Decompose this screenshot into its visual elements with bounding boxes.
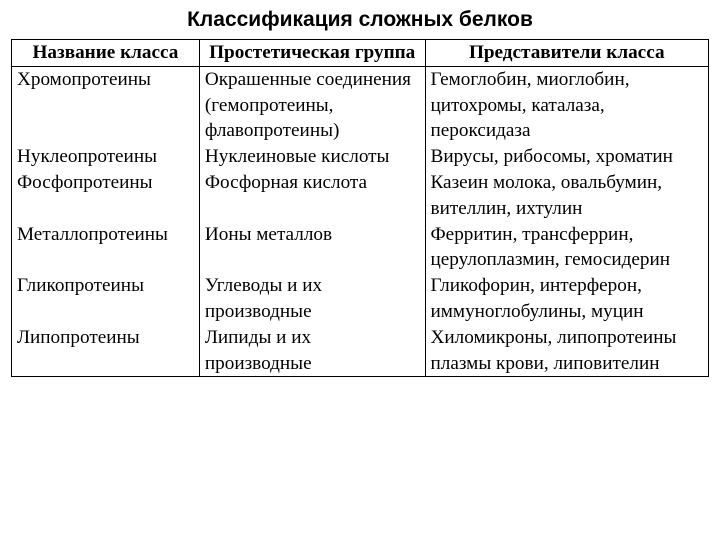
representatives-cell: Хиломикроны, липопротеины плазмы крови, липовителин	[425, 325, 708, 377]
class-name-cell: Хромопротеины	[12, 66, 200, 144]
header-representatives: Представители класса	[425, 40, 708, 67]
table-row	[12, 222, 709, 274]
table-row	[12, 144, 709, 170]
prosthetic-group-cell: Ионы металлов	[199, 222, 425, 274]
representatives-cell: Гемоглобин, миоглобин, цитохромы, каталаза, пероксидаза	[425, 66, 708, 144]
table-row	[12, 170, 709, 222]
class-name-cell: Металлопротеины	[12, 222, 200, 274]
representatives-cell: Казеин молока, овальбумин, вителлин, ихтулин	[425, 170, 708, 222]
prosthetic-group-cell: Нуклеиновые кислоты	[199, 144, 425, 170]
header-prosthetic-group: Простетическая группа	[199, 40, 425, 67]
class-name-cell: Нуклеопротеины	[12, 144, 200, 170]
table-row	[12, 66, 709, 144]
header-class-name: Название класса	[12, 40, 200, 67]
class-name-cell: Гликопротеины	[12, 273, 200, 325]
table-row	[12, 325, 709, 377]
table-row	[12, 273, 709, 325]
prosthetic-group-cell: Углеводы и их производные	[199, 273, 425, 325]
representatives-cell: Ферритин, трансферрин, церулоплазмин, гемосидерин	[425, 222, 708, 274]
slide-title: Классификация сложных белков	[187, 8, 533, 31]
prosthetic-group-cell: Окрашенные соединения (гемопротеины, флавопротеины)	[199, 66, 425, 144]
class-name-cell: Липопротеины	[12, 325, 200, 377]
prosthetic-group-cell: Фосфорная кислота	[199, 170, 425, 222]
class-name-cell: Фосфопротеины	[12, 170, 200, 222]
representatives-cell: Вирусы, рибосомы, хроматин	[425, 144, 708, 170]
representatives-cell: Гликофорин, интерферон, иммуноглобулины, муцин	[425, 273, 708, 325]
protein-classification-table	[11, 39, 709, 377]
table-header-row	[12, 40, 709, 67]
prosthetic-group-cell: Липиды и их производные	[199, 325, 425, 377]
